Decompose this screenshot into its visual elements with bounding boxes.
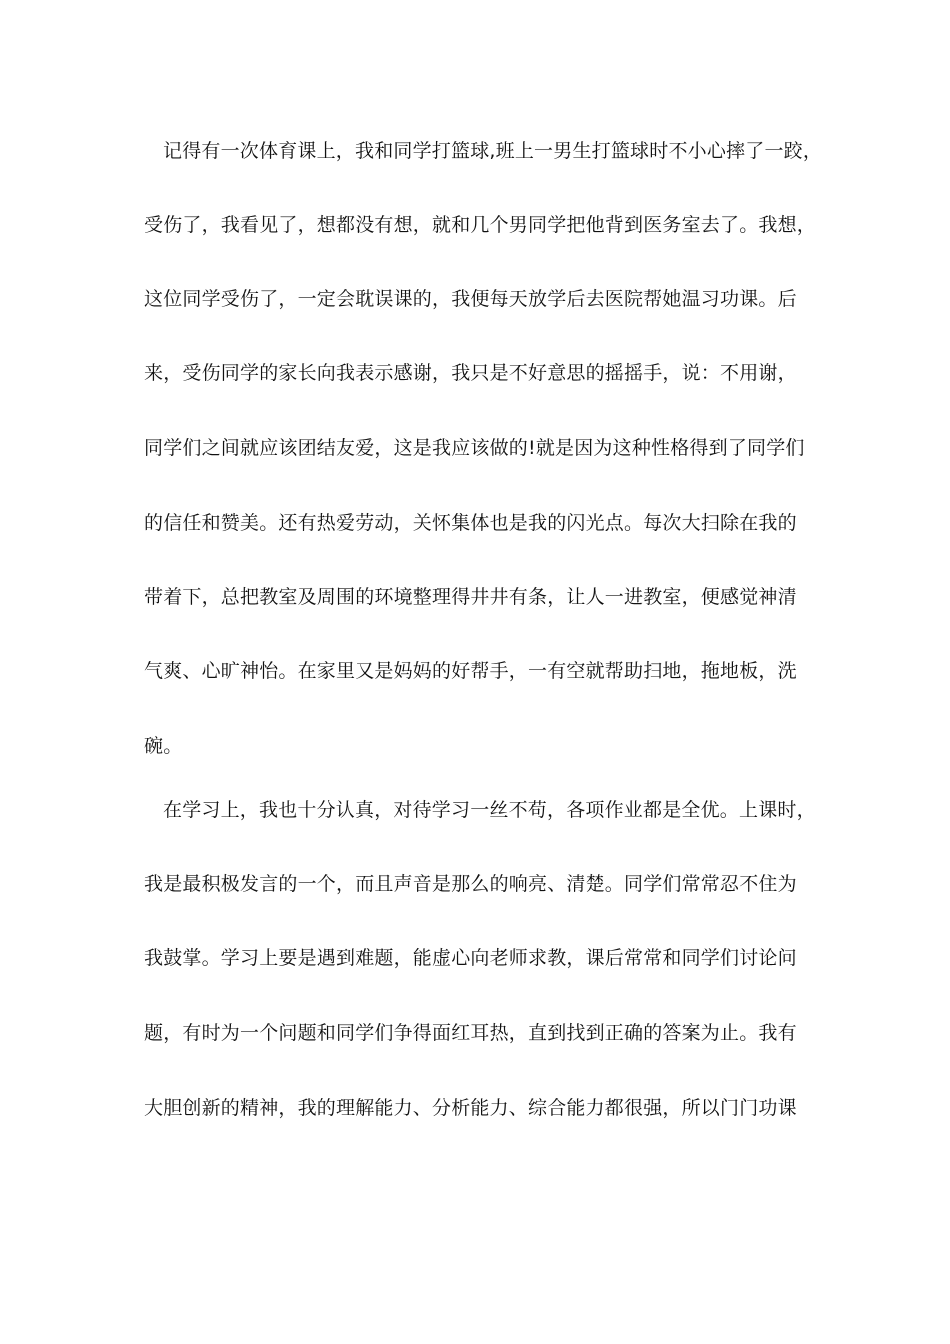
paragraph-1-line-3: 这位同学受伤了，一定会耽误课的，我便每天放学后去医院帮她温习功课。后 (144, 288, 797, 310)
paragraph-1-line-7: 带着下，总把教室及周围的环境整理得井井有条，让人一进教室，便感觉神清 (144, 586, 797, 608)
paragraph-1-line-9: 碗。 (144, 735, 183, 757)
paragraph-1-line-5: 同学们之间就应该团结友爱，这是我应该做的!就是因为这种性格得到了同学们 (144, 437, 805, 459)
paragraph-1-line-6: 的信任和赞美。还有热爱劳动，关怀集体也是我的闪光点。每次大扫除在我的 (144, 512, 797, 534)
paragraph-1-line-4: 来，受伤同学的家长向我表示感谢，我只是不好意思的摇摇手，说：不用谢， (144, 362, 797, 384)
paragraph-2-line-5: 大胆创新的精神，我的理解能力、分析能力、综合能力都很强，所以门门功课 (144, 1097, 797, 1119)
paragraph-1-line-1: 记得有一次体育课上，我和同学打篮球,班上一男生打篮球时不小心摔了一跤， (163, 140, 823, 162)
paragraph-2-line-2: 我是最积极发言的一个，而且声音是那么的响亮、清楚。同学们常常忍不住为 (144, 873, 797, 895)
paragraph-1-line-2: 受伤了，我看见了，想都没有想，就和几个男同学把他背到医务室去了。我想， (144, 214, 817, 236)
paragraph-1-line-8: 气爽、心旷神怡。在家里又是妈妈的好帮手，一有空就帮助扫地，拖地板，洗 (144, 660, 797, 682)
paragraph-2-line-1: 在学习上，我也十分认真，对待学习一丝不苟，各项作业都是全优。上课时， (163, 799, 816, 821)
paragraph-2-line-3: 我鼓掌。学习上要是遇到难题，能虚心向老师求教，课后常常和同学们讨论问 (144, 947, 797, 969)
paragraph-2-line-4: 题，有时为一个问题和同学们争得面红耳热，直到找到正确的答案为止。我有 (144, 1022, 797, 1044)
